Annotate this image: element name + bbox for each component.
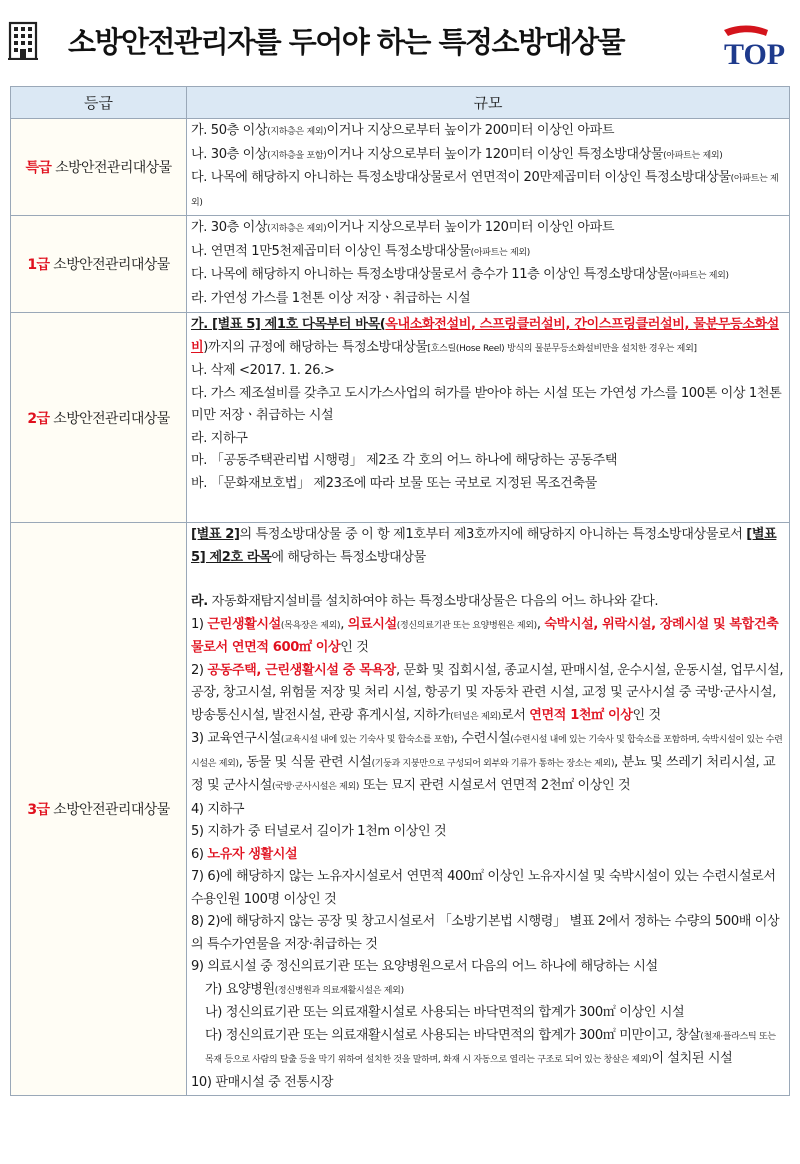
grade-cell (11, 119, 187, 216)
grade-label: 소방안전관리대상물 (51, 160, 172, 176)
list-item: 가. 30층 이상(지하층은 제외)이거나 지상으로부터 높이가 120미터 이상인 아파트 (191, 220, 615, 235)
list-item: 라. 가연성 가스를 1천톤 이상 저장ㆍ취급하는 시설 (191, 290, 471, 306)
table-row (11, 313, 790, 523)
grade-label: 소방안전관리대상물 (49, 257, 170, 273)
list-item: 나. 연면적 1만5천제곱미터 이상인 특정소방대상물(아파트는 제외) (191, 243, 531, 259)
grade-label: 소방안전관리대상물 (49, 410, 170, 427)
list-item: 다. 나목에 해당하지 아니하는 특정소방대상물로서 층수가 11층 이상인 특정소방대상물(아파트는 제외) (191, 267, 729, 282)
scale-cell (187, 119, 790, 216)
list-item: 6) 노유자 생활시설 (191, 846, 298, 862)
scale-cell (187, 313, 790, 523)
grade-cell (11, 313, 187, 523)
top-logo (720, 22, 788, 68)
page-header (0, 0, 800, 86)
list-item: 9) 의료시설 중 정신의료기관 또는 요양병원으로서 다음의 어느 하나에 해당하는 시설 (191, 959, 658, 974)
list-item: 바. 「문화재보호법」 제23조에 따라 보물 또는 국보로 지정된 목조건축물 (191, 475, 597, 491)
grade-cell (11, 523, 187, 1096)
grade-level: 1급 (27, 257, 50, 273)
list-item: 다. 나목에 해당하지 아니하는 특정소방대상물로서 연면적이 20만제곱미터 이상인 특정소방대상물(아파트는 제외) (191, 170, 779, 208)
list-item: 7) 6)에 해당하지 않는 노유자시설로서 연면적 400㎡ 이상인 노유자시설 및 숙박시설이 있는 수련시설로서 수용인원 100명 이상인 것 (191, 869, 776, 907)
col-scale: 규모 (187, 87, 790, 119)
grade-label: 소방안전관리대상물 (49, 802, 170, 818)
fire-safety-table (10, 86, 790, 1096)
sub-list-item: 다) 정신의료기관 또는 의료재활시설로 사용되는 바닥면적의 합계가 300㎡ 미만이고, 창살(철재·플라스틱 또는 목재 등으로 사람의 탈출 등을 막기 위하여 설치한 것을 말하며, 화재 시 자동으로 열리는 구조로 되어 있는 창살은 제외)이 설치된 시설 (205, 1027, 776, 1066)
intro-text: [별표 2]의 특정소방대상물 중 이 항 제1호부터 제3호까지에 해당하지 아니하는 특정소방대상물로서 [별표 5] 제2호 라목에 해당하는 특정소방대상물 (191, 527, 777, 565)
spacer (191, 569, 786, 591)
list-item: 라. 지하구 (191, 430, 248, 446)
sub-list-item: 나) 정신의료기관 또는 의료재활시설로 사용되는 바닥면적의 합계가 300㎡ 이상인 시설 (205, 1005, 685, 1020)
grade-cell (11, 216, 187, 313)
list-item: 라. 자동화재탐지설비를 설치하여야 하는 특정소방대상물은 다음의 어느 하나와 같다. (191, 594, 659, 609)
page-title: 소방안전관리자를 두어야 하는 특정소방대상물 (68, 25, 625, 59)
grade-level: 특급 (25, 160, 52, 176)
list-item: 10) 판매시설 중 전통시장 (191, 1074, 334, 1090)
table-header-row (11, 87, 790, 119)
grade-level: 3급 (27, 802, 50, 818)
list-item: 2) 공동주택, 근린생활시설 중 목욕장, 문화 및 집회시설, 종교시설, 판매시설, 운수시설, 운동시설, 업무시설, 공장, 창고시설, 위험물 저장 및 처리 시설, 항공기 및 자동차 관련 시설, 교정 및 군사시설 중 국방·군사시설, 방송통신시설, 발전시설, 관광 휴게시설, 지하가(터널은 제외)로서 연면적 1천㎡ 이상인 것 (191, 662, 784, 723)
list-item: 다. 가스 제조설비를 갖추고 도시가스사업의 허가를 받아야 하는 시설 또는 가연성 가스를 100톤 이상 1천톤 미만 저장ㆍ취급하는 시설 (191, 385, 782, 423)
scale-cell (187, 216, 790, 313)
svg-text:TOP: TOP (724, 38, 786, 68)
building-icon (8, 20, 38, 60)
grade-level: 2급 (27, 410, 50, 427)
list-item: 가. 50층 이상(지하층은 제외)이거나 지상으로부터 높이가 200미터 이상인 아파트 (191, 123, 615, 138)
list-item: 4) 지하구 (191, 801, 245, 817)
col-grade: 등급 (11, 87, 187, 119)
table-row (11, 523, 790, 1096)
list-item: 나. 삭제 <2017. 1. 26.> (191, 363, 335, 378)
scale-cell (187, 523, 790, 1096)
list-item: 마. 「공동주택관리법 시행령」 제2조 각 호의 어느 하나에 해당하는 공동주택 (191, 453, 618, 468)
table-row (11, 216, 790, 313)
table-row (11, 119, 790, 216)
sub-list-item: 가) 요양병원(정신병원과 의료재활시설은 제외) (205, 981, 404, 997)
list-item: 3) 교육연구시설(교육시설 내에 있는 기숙사 및 합숙소를 포함), 수련시설(수련시설 내에 있는 기숙사 및 합숙소를 포함하며, 숙박시설이 있는 수련시설은 제외), 동물 및 식물 관련 시설(기둥과 지붕만으로 구성되어 외부와 기류가 통하는 장소는 제외), 분뇨 및 쓰레기 처리시설, 교정 및 군사시설(국방·군사시설은 제외) 또는 묘지 관련 시설로서 연면적 2천㎡ 이상인 것 (191, 731, 783, 793)
list-item: 나. 30층 이상(지하층을 포함)이거나 지상으로부터 높이가 120미터 이상인 특정소방대상물(아파트는 제외) (191, 146, 723, 162)
list-item: 5) 지하가 중 터널로서 길이가 1천m 이상인 것 (191, 824, 447, 839)
list-item: 8) 2)에 해당하지 않는 공장 및 창고시설로서 「소방기본법 시행령」 별표 2에서 정하는 수량의 500배 이상의 특수가연물을 저장·취급하는 것 (191, 914, 780, 952)
list-item: 1) 근린생활시설(목욕장은 제외), 의료시설(정신의료기관 또는 요양병원은 제외), 숙박시설, 위락시설, 장례시설 및 복합건축물로서 연면적 600㎡ 이상인 것 (191, 616, 779, 655)
list-item: 가. [별표 5] 제1호 다목부터 바목(옥내소화전설비, 스프링클러설비, 간이스프링클러설비, 물분무등소화설비)까지의 규정에 해당하는 특정소방대상물[호스릴(Hose Reel) 방식의 물분무등소화설비만을 설치한 경우는 제외] (191, 317, 779, 355)
